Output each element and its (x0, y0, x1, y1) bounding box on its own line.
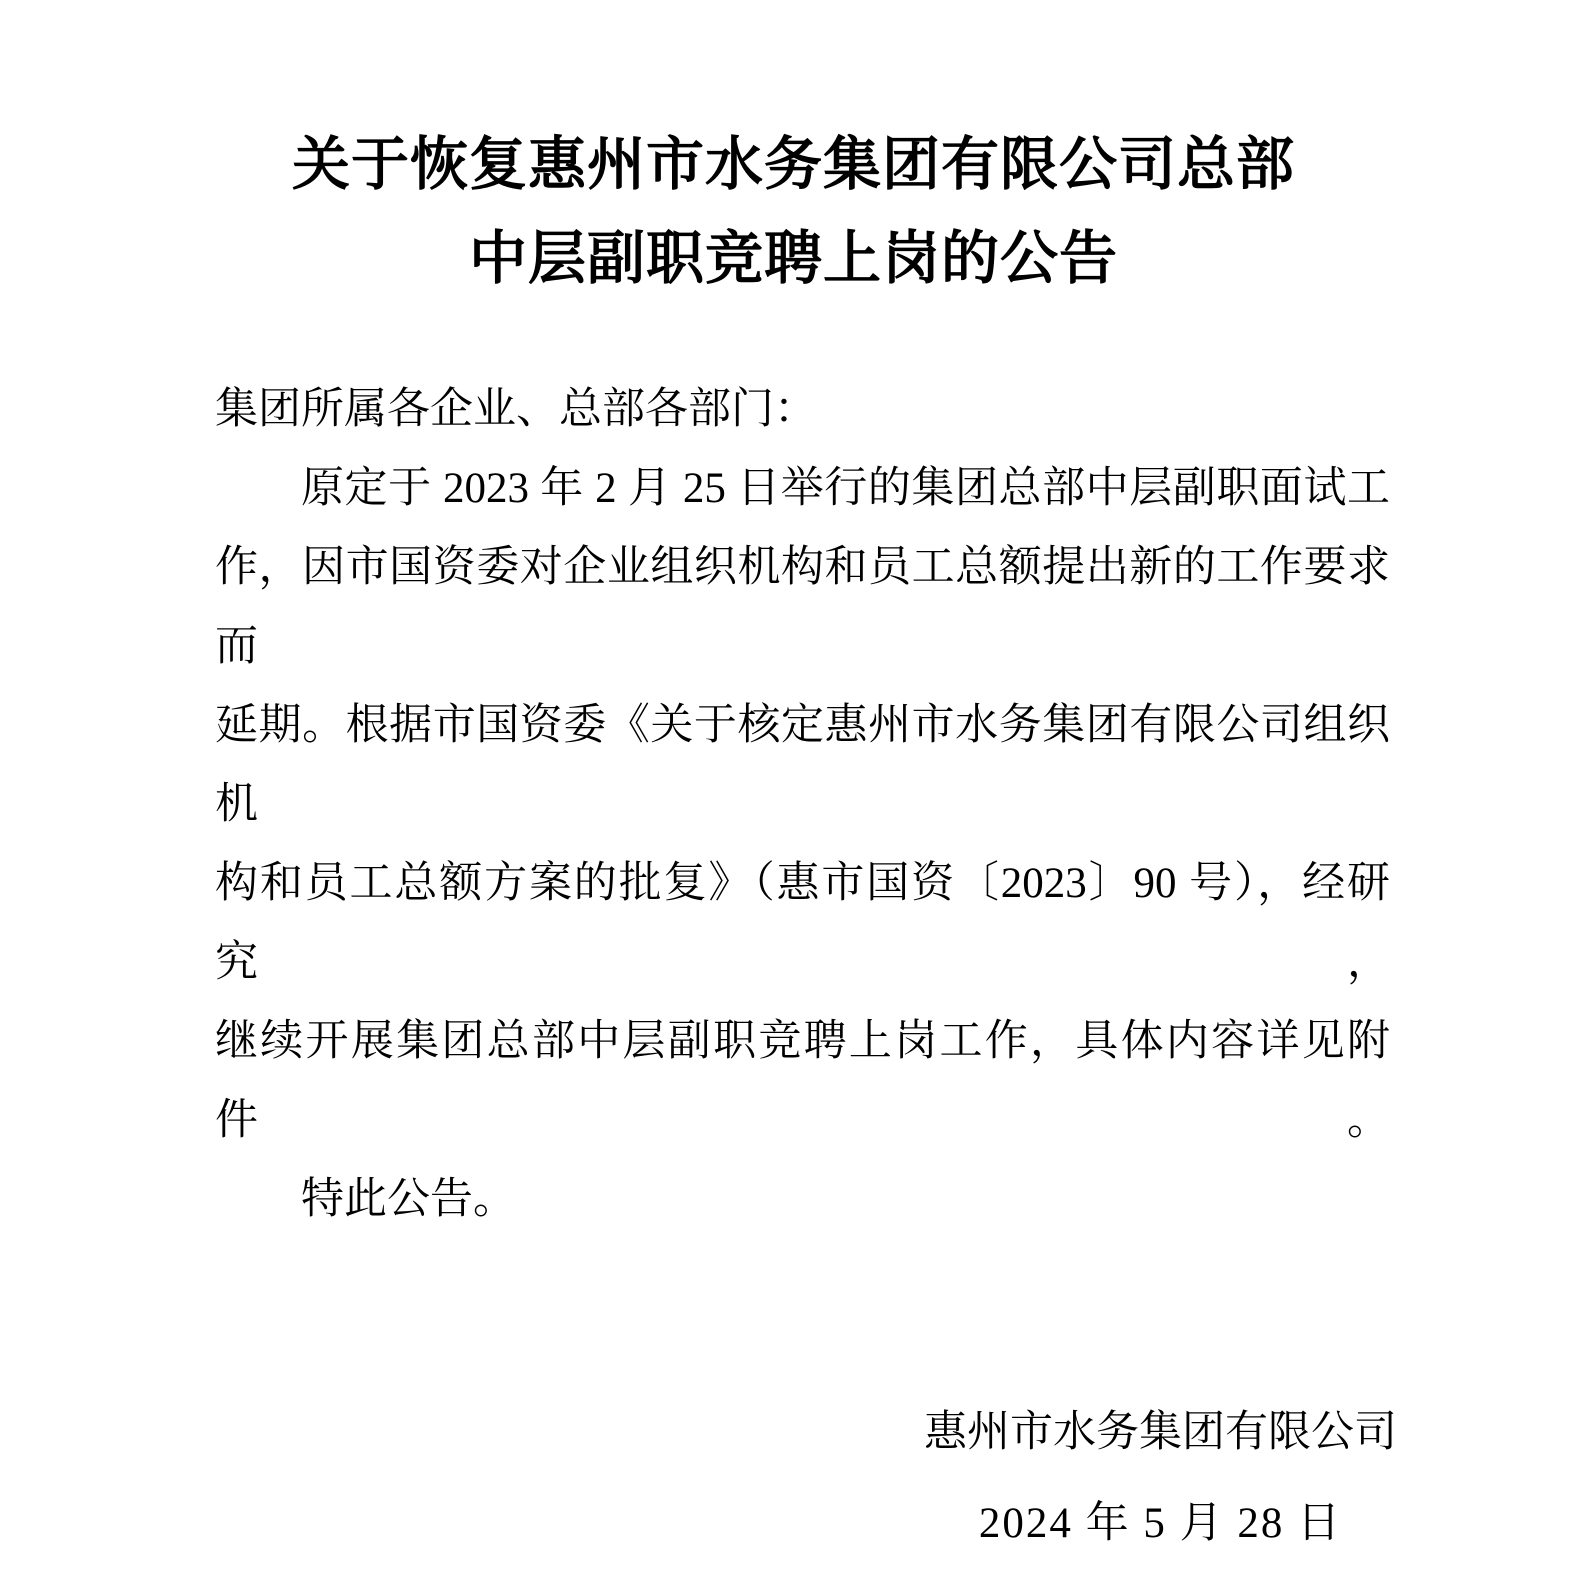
paragraph-line: 构和员工总额方案的批复》（惠市国资〔2023〕90 号），经研究， (215, 860, 1390, 986)
signature-company: 惠州市水务集团有限公司 (924, 1409, 1397, 1456)
closing-line: 特此公告。 (301, 1176, 516, 1223)
paragraph-line: 继续开展集团总部中层副职竞聘上岗工作，具体内容详见附件。 (215, 1018, 1390, 1144)
signature-block (924, 1387, 1397, 1569)
document-body (215, 370, 1390, 1239)
document-title-line-1: 关于恢复惠州市水务集团有限公司总部 (291, 132, 1295, 197)
salutation: 集团所属各企业、总部各部门： (215, 386, 817, 433)
document-title-line-2: 中层副职竞聘上岗的公告 (468, 226, 1118, 291)
paragraph-line: 原定于 2023 年 2 月 25 日举行的集团总部中层副职面试工 (301, 465, 1390, 512)
announcement-page (0, 118, 1587, 1547)
paragraph-line: 延期。根据市国资委《关于核定惠州市水务集团有限公司组织机 (215, 702, 1390, 828)
signature-date: 2024 年 5 月 28 日 (978, 1500, 1343, 1547)
document-title (100, 118, 1487, 306)
paragraph-line: 作，因市国资委对企业组织机构和员工总额提出新的工作要求而 (215, 544, 1390, 670)
